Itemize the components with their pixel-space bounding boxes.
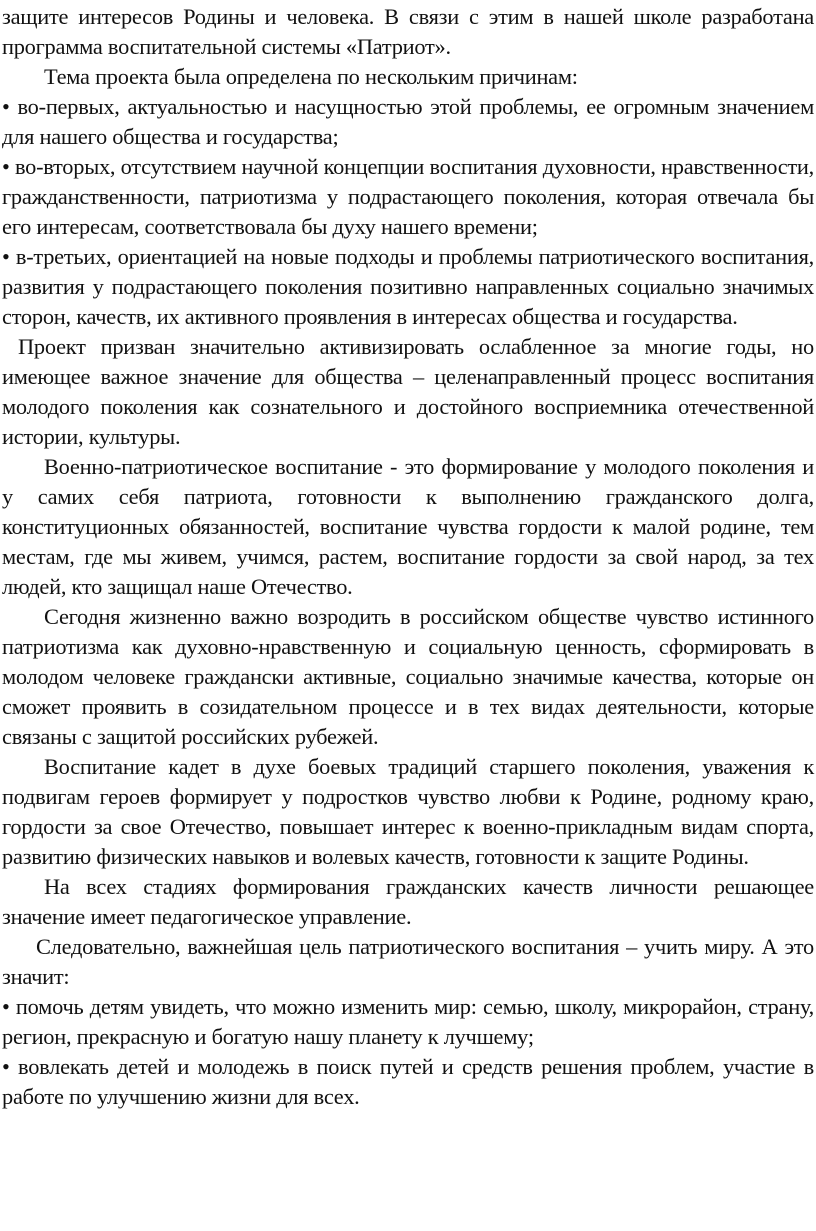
paragraph-project-topic: Тема проекта была определена по нескольким причинам: <box>44 64 578 89</box>
paragraph-military-patriotic: Военно-патриотическое воспитание - это формирование у молодого поколения и у самих себя патриота, готовности к выполнению гражданского долга, конституционных обязанностей, воспитание чувства гордости к малой родине, тем местам, где мы живем, учимся, растем, воспитание гордости за свой народ, за тех людей, кто защищал наше Отечество. <box>2 454 814 599</box>
paragraph-main-goal: Следовательно, важнейшая цель патриотического воспитания – учить миру. А это значит: <box>2 934 814 989</box>
paragraph-project-purpose: Проект призван значительно активизировать ослабленное за многие годы, но имеющее важное значение для общества – целенаправленный процесс воспитания молодого поколения как сознательного и достойного восприемника отечественной истории, культуры. <box>2 334 814 449</box>
paragraph-revive-patriotism: Сегодня жизненно важно возродить в российском обществе чувство истинного патриотизма как духовно-нравственную и социальную ценность, сформировать в молодом человеке граждански активные, социально значимые качества, которые он сможет проявить в созидательном процессе и в тех видах деятельности, которые связаны с защитой российских рубежей. <box>2 604 814 749</box>
document-body <box>2 2 814 1112</box>
bullet-third-reason: • в-третьих, ориентацией на новые подходы и проблемы патриотического воспитания, развития у подрастающего поколения позитивно направленных социально значимых сторон, качеств, их активного проявления в интересах общества и государства. <box>2 244 814 329</box>
bullet-help-children: • помочь детям увидеть, что можно изменить мир: семью, школу, микрорайон, страну, регион, прекрасную и богатую нашу планету к лучшему; <box>2 994 814 1049</box>
paragraph-intro-continuation: защите интересов Родины и человека. В связи с этим в нашей школе разработана программа воспитательной системы «Патриот». <box>2 4 814 59</box>
paragraph-pedagogical-management: На всех стадиях формирования гражданских качеств личности решающее значение имеет педагогическое управление. <box>2 874 814 929</box>
bullet-second-reason: • во-вторых, отсутствием научной концепции воспитания духовности, нравственности, гражданственности, патриотизма у подрастающего поколения, которая отвечала бы его интересам, соответствовала бы духу нашего времени; <box>2 154 814 239</box>
bullet-involve-youth: • вовлекать детей и молодежь в поиск путей и средств решения проблем, участие в работе по улучшению жизни для всех. <box>2 1054 814 1109</box>
paragraph-cadet-education: Воспитание кадет в духе боевых традиций старшего поколения, уважения к подвигам героев формирует у подростков чувство любви к Родине, родному краю, гордости за свое Отечество, повышает интерес к военно-прикладным видам спорта, развитию физических навыков и волевых качеств, готовности к защите Родины. <box>2 754 814 869</box>
bullet-first-reason: • во-первых, актуальностью и насущностью этой проблемы, ее огромным значением для нашего общества и государства; <box>2 94 814 149</box>
